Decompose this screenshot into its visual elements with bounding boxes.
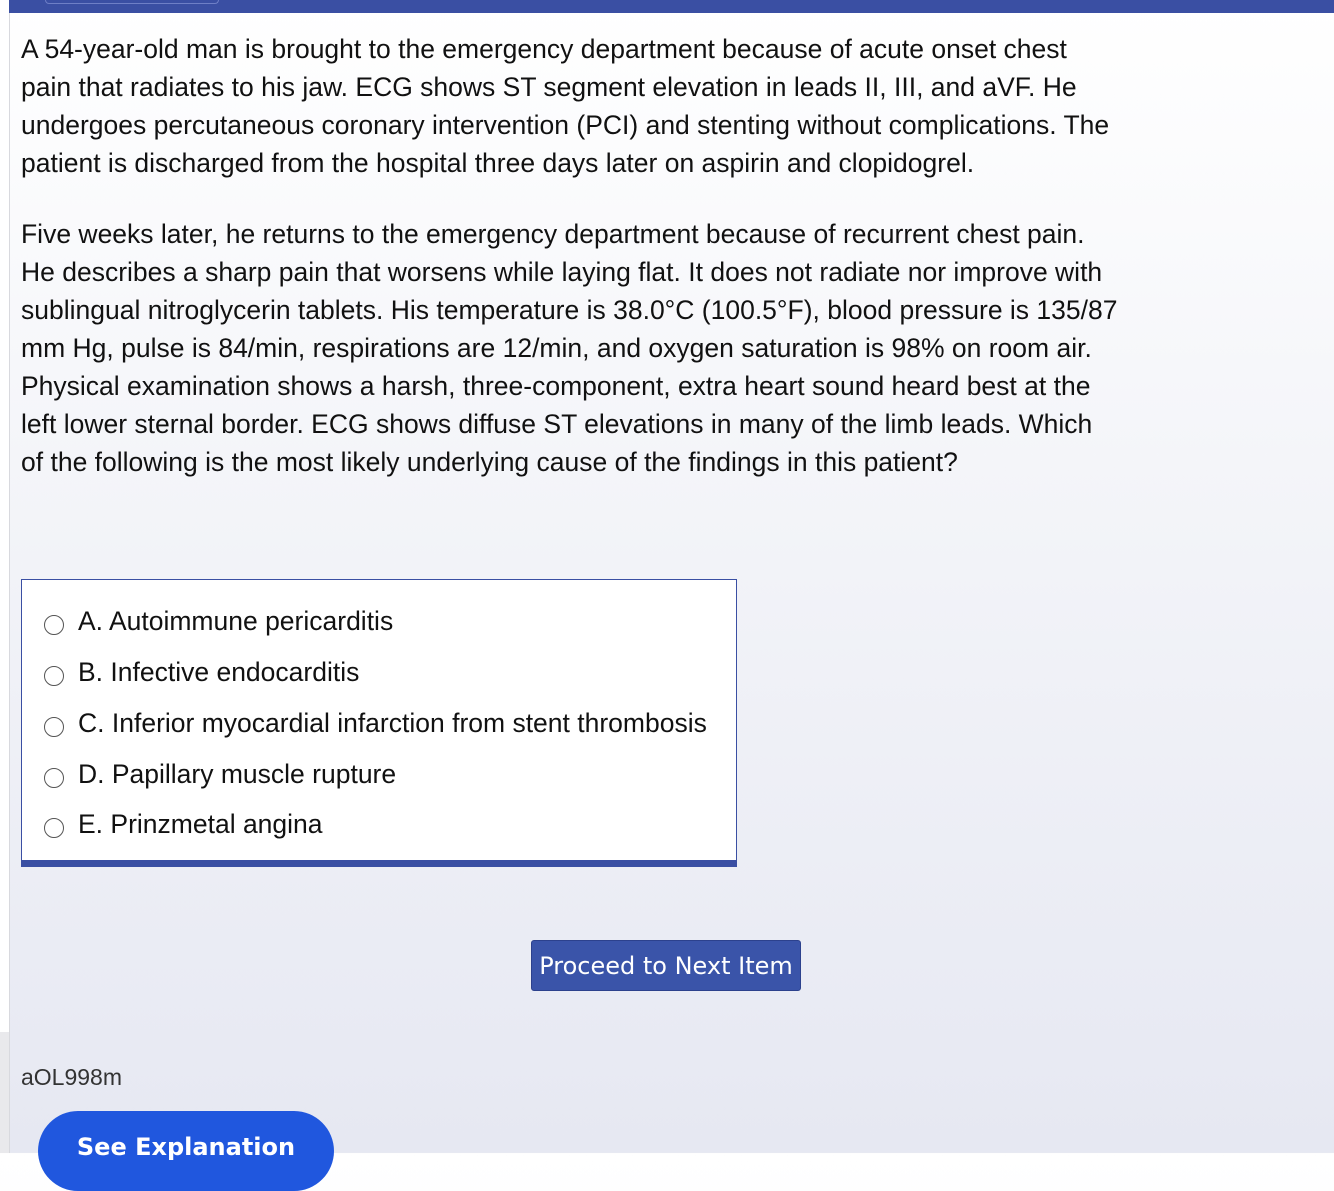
question-paragraph-1: A 54-year-old man is brought to the emergency department because of acute onset chest pain that radiates to his jaw. ECG shows ST segment elevation in leads II, III, and aVF. He undergoes percutaneous coronary intervention (PCI) and stenting without complications. The patient is discharged from the hospital three days later on aspirin and clopidogrel. xyxy=(21,34,1110,178)
left-edge-lower-panel xyxy=(0,1032,9,1153)
choice-label: B. Infective endocarditis xyxy=(78,657,360,687)
radio-button[interactable] xyxy=(44,666,64,686)
top-header-tab[interactable] xyxy=(45,0,219,4)
choice-label: C. Inferior myocardial infarction from stent thrombosis xyxy=(78,708,707,738)
question-stem xyxy=(21,30,1121,514)
item-id-label: aOL998m xyxy=(21,1064,123,1090)
choice-a[interactable] xyxy=(44,604,393,638)
choice-label: D. Papillary muscle rupture xyxy=(78,759,397,789)
radio-button[interactable] xyxy=(44,818,64,838)
answer-choices-box xyxy=(21,579,737,867)
top-header-bar xyxy=(9,0,1334,13)
question-paragraph-2: Five weeks later, he returns to the emergency department because of recurrent chest pain. He describes a sharp pain that worsens while laying flat. It does not radiate nor improve with sublingual nitroglycerin tablets. His temperature is 38.0°C (100.5°F), blood pressure is 135/87 mm Hg, pulse is 84/min, respirations are 12/min, and oxygen saturation is 98% on room air. Physical examination shows a harsh, three-component, extra heart sound heard best at the left lower sternal border. ECG shows diffuse ST elevations in many of the limb leads. Which of the following is the most likely underlying cause of the findings in this patient? xyxy=(21,219,1118,477)
left-edge-panel xyxy=(0,0,10,1153)
choice-c[interactable] xyxy=(44,706,707,740)
proceed-next-item-button[interactable]: Proceed to Next Item xyxy=(531,940,801,991)
choice-d[interactable] xyxy=(44,757,396,791)
choice-b[interactable] xyxy=(44,655,359,689)
radio-button[interactable] xyxy=(44,768,64,788)
choice-label: E. Prinzmetal angina xyxy=(78,809,323,839)
choice-e[interactable] xyxy=(44,807,323,841)
see-explanation-button[interactable]: See Explanation xyxy=(38,1111,334,1191)
radio-button[interactable] xyxy=(44,717,64,737)
choice-label: A. Autoimmune pericarditis xyxy=(78,606,394,636)
radio-button[interactable] xyxy=(44,615,64,635)
